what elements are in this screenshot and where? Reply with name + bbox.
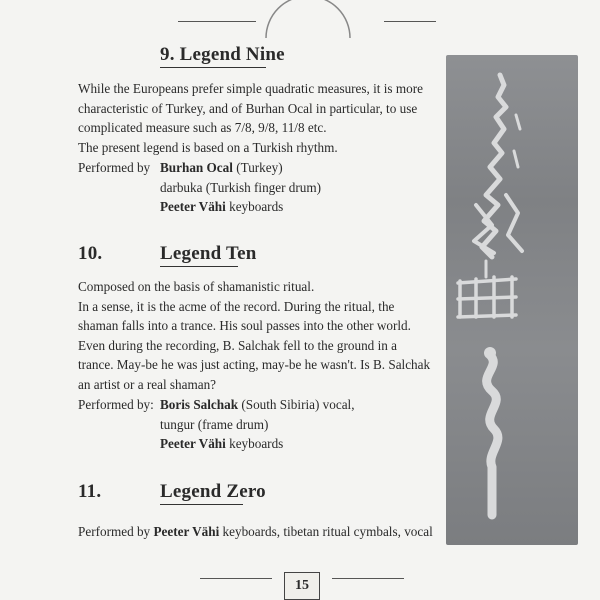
- paragraph-line: characteristic of Turkey, and of Burhan Ocal in particular, to use: [78, 100, 418, 116]
- performer-role: (South Sibiria) vocal,: [241, 397, 355, 412]
- top-rule-right: [384, 21, 436, 22]
- paragraph-line: an artist or a real shaman?: [78, 376, 217, 392]
- paragraph-line: In a sense, it is the acme of the record. During the ritual, the: [78, 298, 395, 314]
- section-11-title-heading: [160, 481, 266, 503]
- section-9-performers: [78, 158, 150, 178]
- section-11-title: Legend Zero: [160, 481, 266, 502]
- shamanic-glyphs-illustration: [446, 55, 578, 545]
- section-10-performer-list: [160, 395, 355, 454]
- section-10-number-heading: [78, 243, 102, 265]
- section-10-paragraph: [78, 277, 430, 395]
- shamanic-symbol-panel: [446, 55, 578, 545]
- section-9-title: Legend Nine: [179, 44, 285, 65]
- performer-name: Peeter Vähi: [153, 524, 220, 539]
- section-10-performers: [78, 395, 154, 415]
- performer-name: Boris Salchak: [160, 397, 239, 412]
- bottom-rule-right: [332, 578, 404, 579]
- page-number: 15: [284, 572, 320, 600]
- paragraph-line: Even during the recording, B. Salchak fell to the ground in a: [78, 337, 397, 353]
- paragraph-line: complicated measure such as 7/8, 9/8, 11/8 etc.: [78, 120, 327, 136]
- performed-by-label: Performed by:: [78, 397, 154, 412]
- performer-name: Burhan Ocal: [160, 160, 233, 175]
- performer-role: keyboards: [229, 199, 284, 215]
- performer-role: keyboards, tibetan ritual cymbals, vocal: [222, 524, 433, 539]
- performer-role: darbuka (Turkish finger drum): [160, 179, 322, 195]
- section-10-number: 10.: [78, 243, 103, 264]
- top-rule-left: [178, 21, 256, 22]
- section-9-performer-list: [160, 158, 321, 217]
- section-10-underline: [160, 266, 238, 267]
- section-11-performers: [78, 522, 433, 542]
- performer-name: Peeter Vähi: [160, 199, 226, 215]
- section-9-underline: [160, 67, 266, 68]
- performer-role: (Turkey): [236, 160, 283, 175]
- performed-by-label: Performed by: [78, 524, 151, 539]
- section-10-title-heading: [160, 243, 257, 265]
- section-9-paragraph: [78, 79, 423, 157]
- section-11-number: 11.: [78, 481, 102, 502]
- paragraph-line: Composed on the basis of shamanistic ritual.: [78, 279, 315, 294]
- paragraph-line: The present legend is based on a Turkish rhythm.: [78, 139, 338, 155]
- performer-role: keyboards: [229, 436, 284, 452]
- paragraph-line: While the Europeans prefer simple quadratic measures, it is more: [78, 81, 423, 96]
- performer-role: tungur (frame drum): [160, 416, 269, 432]
- paragraph-line: shaman falls into a trance. His soul passes into the other world.: [78, 318, 411, 334]
- performer-name: Peeter Vähi: [160, 436, 226, 452]
- section-11-underline: [160, 504, 243, 505]
- top-arc-ornament: [262, 0, 354, 40]
- bottom-rule-left: [200, 578, 272, 579]
- section-9-number: 9.: [160, 44, 175, 65]
- section-11-number-heading: [78, 481, 101, 503]
- section-9-heading: [160, 44, 285, 66]
- section-10-title: Legend Ten: [160, 243, 257, 264]
- performed-by-label: Performed by: [78, 160, 151, 175]
- paragraph-line: trance. May-be he was just acting, may-be he wasn't. Is B. Salchak: [78, 357, 431, 373]
